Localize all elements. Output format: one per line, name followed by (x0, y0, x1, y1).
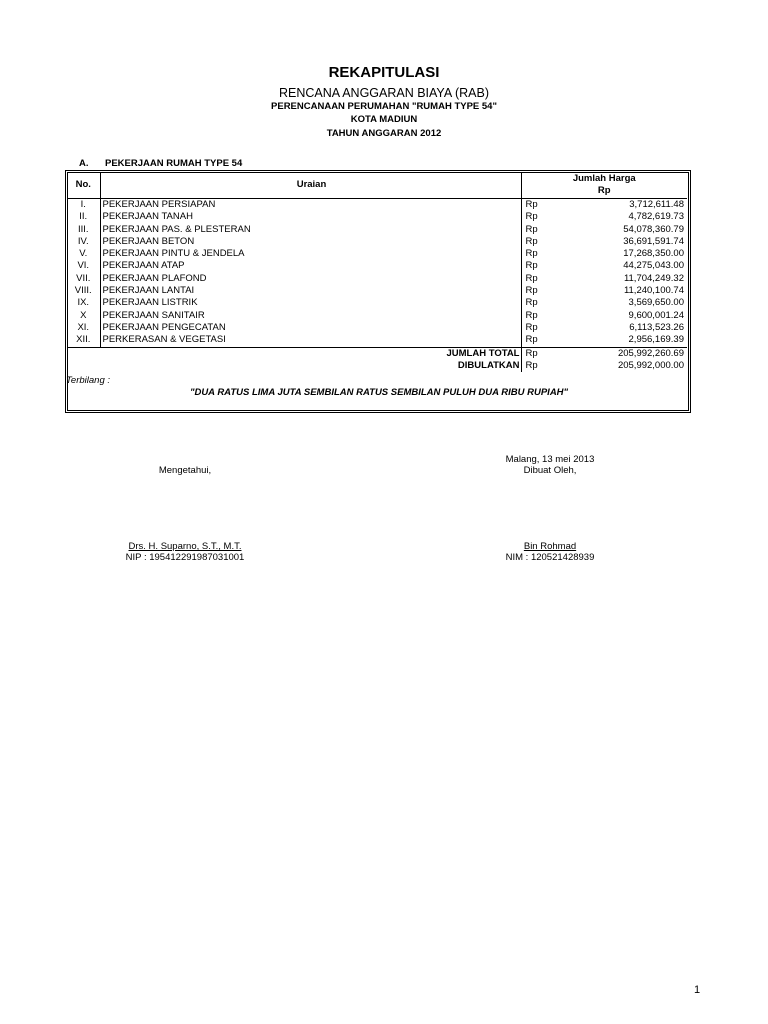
place-date: Malang, 13 mei 2013 (505, 454, 595, 465)
table-row (67, 260, 687, 272)
row-amount: 3,712,611.48 (629, 199, 684, 210)
header-jumlah-harga (521, 172, 687, 199)
rab-table-frame (65, 170, 691, 413)
total-label: JUMLAH TOTAL (67, 347, 521, 360)
table-row (67, 322, 687, 334)
row-number: XI. (67, 322, 100, 334)
rounded-row (67, 360, 687, 372)
rounded-amount: 205,992,000.00 (617, 359, 684, 371)
row-item: PEKERJAAN PLAFOND (100, 273, 521, 285)
row-currency: Rp (525, 260, 538, 272)
left-signer-id: NIP : 195412291987031001 (125, 552, 245, 563)
table-row (67, 273, 687, 285)
rab-table (67, 172, 687, 372)
left-signer-role: Mengetahui, (158, 465, 212, 476)
right-signer-name: Bin Rohmad (523, 541, 577, 552)
table-row (67, 334, 687, 347)
row-amount: 11,240,100.74 (623, 285, 684, 297)
row-currency: Rp (525, 334, 538, 346)
table-row (67, 199, 687, 212)
row-item: PEKERJAAN PAS. & PLESTERAN (100, 224, 521, 236)
terbilang-label: Terbilang : (66, 375, 111, 386)
document-subtitle: RENCANA ANGGARAN BIAYA (RAB) (278, 86, 489, 100)
row-number: IX. (67, 297, 100, 309)
table-row (67, 297, 687, 309)
row-item: PEKERJAAN SANITAIR (100, 310, 521, 322)
table-row (67, 285, 687, 297)
row-currency: Rp (525, 223, 538, 235)
row-currency: Rp (525, 272, 538, 284)
row-number: VII. (67, 273, 100, 285)
table-row (67, 224, 687, 236)
row-currency: Rp (525, 309, 538, 321)
row-item: PEKERJAAN TANAH (100, 211, 521, 223)
section-heading (79, 158, 242, 169)
row-item: PERKERASAN & VEGETASI (100, 334, 521, 347)
total-amount: 205,992,260.69 (553, 347, 687, 360)
row-number: X (67, 310, 100, 322)
section-title: PEKERJAAN RUMAH TYPE 54 (105, 158, 243, 169)
row-currency: Rp (525, 321, 538, 333)
row-number: II. (67, 211, 100, 223)
header-no: No. (67, 172, 100, 199)
row-item: PEKERJAAN LANTAI (100, 285, 521, 297)
section-letter: A. (79, 158, 89, 169)
table-row (67, 211, 687, 223)
page-number: 1 (694, 984, 701, 996)
city-name: KOTA MADIUN (350, 114, 418, 125)
right-signer-role: Dibuat Oleh, (523, 465, 577, 476)
row-currency: Rp (525, 285, 538, 297)
row-item: PEKERJAAN ATAP (100, 260, 521, 272)
row-number: IV. (67, 236, 100, 248)
row-amount: 36,691,591.74 (623, 235, 684, 247)
row-currency: Rp (525, 199, 538, 210)
row-number: V. (67, 248, 100, 260)
row-amount: 11,704,249.32 (623, 272, 684, 284)
row-number: XII. (67, 334, 100, 347)
row-amount: 17,268,350.00 (623, 248, 684, 260)
header-jumlah-label: Jumlah Harga (572, 172, 636, 184)
header-rp-label: Rp (597, 185, 611, 196)
row-number: I. (67, 199, 100, 212)
row-item: PEKERJAAN PINTU & JENDELA (100, 248, 521, 260)
total-row (67, 347, 687, 360)
document-title: REKAPITULASI (328, 64, 440, 81)
row-amount: 3,569,650.00 (628, 297, 684, 309)
row-currency: Rp (525, 211, 538, 223)
row-currency: Rp (525, 297, 538, 309)
row-amount: 44,275,043.00 (623, 260, 684, 272)
project-name: PERENCANAAN PERUMAHAN "RUMAH TYPE 54" (271, 101, 497, 112)
row-amount: 9,600,001.24 (628, 309, 684, 321)
table-row (67, 248, 687, 260)
row-amount: 6,113,523.26 (629, 321, 684, 333)
row-item: PEKERJAAN LISTRIK (100, 297, 521, 309)
row-number: VI. (67, 260, 100, 272)
rounded-currency: Rp (525, 359, 538, 371)
total-currency: Rp (521, 347, 553, 360)
terbilang-text: "DUA RATUS LIMA JUTA SEMBILAN RATUS SEMBILAN PULUH DUA RIBU RUPIAH" (189, 387, 569, 398)
row-amount: 54,078,360.79 (623, 223, 684, 235)
row-amount: 2,956,169.39 (628, 334, 684, 346)
table-row (67, 236, 687, 248)
row-item: PEKERJAAN BETON (100, 236, 521, 248)
row-number: III. (67, 224, 100, 236)
row-amount: 4,782,619.73 (628, 211, 684, 223)
row-item: PEKERJAAN PENGECATAN (100, 322, 521, 334)
row-number: VIII. (67, 285, 100, 297)
rounded-label: DIBULATKAN (67, 360, 521, 372)
header-uraian: Uraian (100, 172, 521, 199)
table-body (67, 199, 687, 348)
row-currency: Rp (525, 248, 538, 260)
row-currency: Rp (525, 235, 538, 247)
table-header-row (67, 172, 687, 199)
budget-year: TAHUN ANGGARAN 2012 (326, 128, 442, 139)
table-row (67, 310, 687, 322)
right-signer-id: NIM : 120521428939 (505, 552, 595, 563)
left-signer-name: Drs. H. Suparno, S.T., M.T. (128, 541, 242, 552)
row-item: PEKERJAAN PERSIAPAN (100, 199, 521, 212)
